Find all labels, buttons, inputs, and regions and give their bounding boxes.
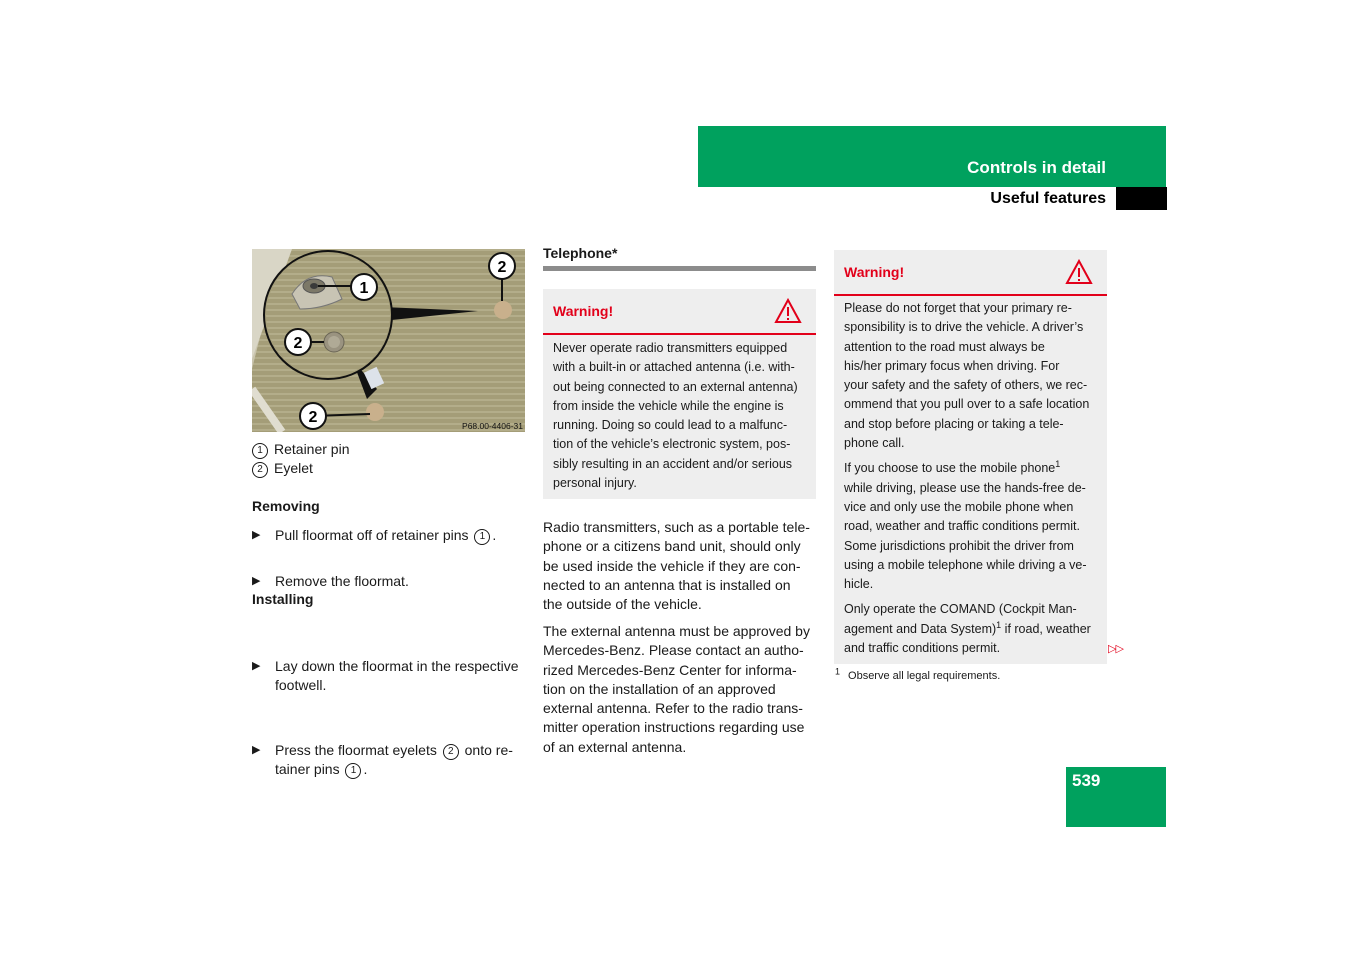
number-badge: 1 xyxy=(252,443,268,459)
callout-eyelet-top-inset xyxy=(351,274,377,300)
svg-text:2: 2 xyxy=(308,409,318,426)
svg-text:2: 2 xyxy=(497,259,507,276)
legend-item-retainer-pin: 1 Retainer pin xyxy=(252,440,525,459)
floormat-photo xyxy=(252,249,525,432)
subsection-title: Useful features xyxy=(990,190,1106,207)
warning-triangle-icon xyxy=(774,298,802,324)
telephone-heading: Telephone* xyxy=(543,245,618,261)
footnote-ref: 1 xyxy=(996,619,1002,630)
heading-rule xyxy=(543,266,816,271)
warning-divider xyxy=(543,333,816,335)
warning-text: Please do not forget that your primary re- sponsibility is to drive the vehicle. A driver’s attention to the road must always be his/her primary focus when driving. For your safety and the safety of others, we rec- ommend that you pull over to a safe location and stop before placing or taking a tele- phone call. If you choose to use the mobile phone$^1$ while driving, please use the hands-free de- vice and only use the mobile phone when road, weather and traffic conditions permit. Some jurisdictions prohibit the driver from using a mobile telephone while driving a ve- hicle. Only operate the COMAND (Cockpit Man- agement and Data System)$^1$ if road, weather and traffic conditions permit. xyxy=(844,301,1091,656)
number-badge: 1 xyxy=(345,763,361,779)
figure-legend xyxy=(252,440,525,478)
warning-box-transmitters xyxy=(543,289,816,499)
svg-text:1: 1 xyxy=(359,280,369,297)
number-badge: 1 xyxy=(474,529,490,545)
section-title: Controls in detail xyxy=(967,158,1106,177)
bullet-arrow-icon: ▶ xyxy=(252,529,261,541)
paragraph-radio-transmitters: Radio transmitters, such as a portable tele- phone or a citizens band unit, should only be used inside the vehicle if they are con- nected to an antenna that is installed on the outside of the vehicle. xyxy=(543,519,810,613)
page-number: 539 xyxy=(1072,771,1101,790)
callout-eyelet-right xyxy=(489,253,515,279)
number-badge: 2 xyxy=(252,462,268,478)
legend-item-eyelet: 2 Eyelet xyxy=(252,459,525,478)
installing-step-2: ▶ Press the floormat eyelets 2 onto re- tainer pins 1 . xyxy=(252,742,513,777)
footnote-ref: 1 xyxy=(1055,459,1061,470)
removing-step-2: ▶ Remove the floormat. xyxy=(252,573,409,589)
installing-step-1: ▶ Lay down the floormat in the respective footwell. xyxy=(252,658,519,693)
paragraph-external-antenna: The external antenna must be approved by Mercedes-Benz. Please contact an autho- rized Mercedes-Benz Center for informa- tion on the installation of an approved external antenna. Refer to the radio trans- mitter operation instructions regarding use of an external antenna. xyxy=(543,623,810,755)
callout-eyelet-bottom xyxy=(300,403,326,429)
bullet-arrow-icon: ▶ xyxy=(252,575,261,587)
bullet-arrow-icon: ▶ xyxy=(252,744,261,756)
removing-step-1: ▶ Pull floormat off of retainer pins 1 . xyxy=(252,527,497,543)
warning-title: Warning! xyxy=(844,264,905,280)
continue-arrows-icon: ▷▷ xyxy=(1108,643,1123,655)
bullet-arrow-icon: ▶ xyxy=(252,660,261,672)
number-badge: 2 xyxy=(443,744,459,760)
warning-triangle-icon xyxy=(1065,259,1093,285)
warning-text: Never operate radio transmitters equipped with a built-in or attached antenna (i.e. with- out being connected to an external antenna) from inside the vehicle while the engine is running. Doing so could lead to a malfunc- tion of the vehicle’s electronic system, pos- sibly resulting in an accident and/or serious personal injury. xyxy=(553,341,798,491)
installing-heading: Installing xyxy=(252,591,314,607)
footnote: $^1$ Observe all legal requirements. xyxy=(835,666,1001,682)
removing-heading: Removing xyxy=(252,498,320,514)
callout-retainer-pin xyxy=(285,329,311,355)
warning-divider xyxy=(834,294,1107,296)
warning-title: Warning! xyxy=(553,303,614,319)
svg-text:2: 2 xyxy=(293,335,303,352)
warning-box-driving xyxy=(834,250,1107,664)
header-black-tab xyxy=(1116,187,1167,210)
figure-code: P68.00-4406-31 xyxy=(462,421,523,431)
